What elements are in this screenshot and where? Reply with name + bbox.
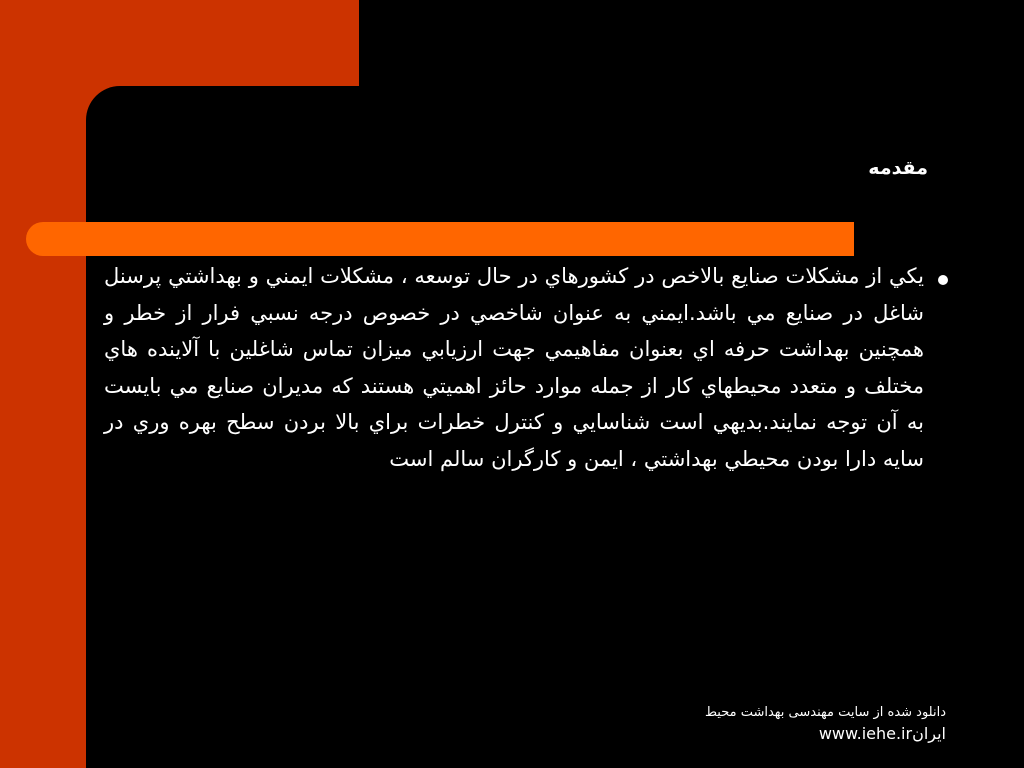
footer-website-link[interactable]: ایرانwww.iehe.ir [818, 724, 946, 743]
decorative-left-bar [0, 0, 86, 768]
footer-source-text: دانلود شده از سایت مهندسی بهداشت محیط [704, 705, 946, 720]
bullet-text: يكي از مشكلات صنايع بالاخص در كشورهاي در حال توسعه ، مشكلات ايمني و بهداشتي پرسنل شاغل در صنايع مي باشد.ايمني به عنوان شاخصي در خصوص درجه نسبي فرار از خطر و همچنين بهداشت حرفه اي بعنوان مفاهيمي جهت ارزيابي ميزان تماس شاغلين با آلاينده هاي مختلف و متعدد محيطهاي كار از جمله موارد حائز اهميتي هستند كه مديران صنايع مي بايست به آن توجه نمايند.بديهي است شناسايي و كنترل خطرات براي بالا بردن سطح بهره وري در سايه دارا بودن محيطي بهداشتي ، ايمن و كارگران سالم است [104, 264, 924, 471]
decorative-corner-curve [86, 86, 154, 154]
bullet-item [104, 258, 948, 477]
slide-content [104, 258, 948, 477]
slide-title: مقدمه [868, 157, 928, 179]
footer-credit [705, 702, 946, 744]
bullet-icon [938, 275, 948, 285]
decorative-accent-bar [26, 222, 854, 256]
